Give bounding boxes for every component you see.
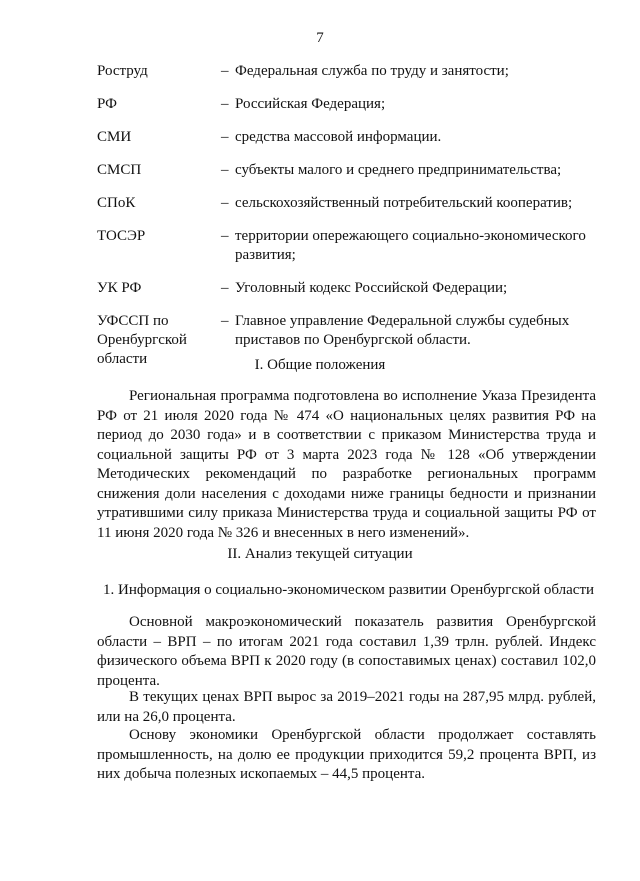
abbreviation-row (97, 194, 617, 213)
abbreviation-term: СПоК (97, 195, 136, 211)
abbreviation-definition: сельскохозяйственный потребительский кооператив; (235, 195, 573, 211)
abbreviation-term: Роструд (97, 63, 148, 79)
abbreviation-dash: – (221, 280, 229, 296)
abbreviation-dash: – (221, 313, 229, 329)
abbreviation-definition: Федеральная служба по труду и занятости; (235, 63, 509, 79)
abbreviation-definition: Российская Федерация; (235, 96, 386, 112)
body-paragraph: В текущих ценах ВРП вырос за 2019–2021 годы на 287,95 млрд. рублей, или на 26,0 процента. (97, 689, 596, 725)
abbreviation-row (97, 227, 617, 265)
abbreviation-term: СМИ (97, 129, 132, 145)
abbreviation-definition: Уголовный кодекс Российской Федерации; (235, 280, 508, 296)
section-heading: II. Анализ текущей ситуации (227, 546, 413, 562)
abbreviation-dash: – (221, 228, 229, 244)
body-paragraph: Основу экономики Оренбургской области продолжает составлять промышленность, на долю ее продукции приходится 59,2 процента ВРП, из них добыча полезных ископаемых – 44,5 процента. (97, 727, 596, 782)
abbreviation-term: УК РФ (97, 280, 142, 296)
abbreviation-row (97, 128, 617, 147)
abbreviation-definition: Главное управление Федеральной службы судебных приставов по Оренбургской области. (235, 313, 570, 348)
abbreviation-row (97, 279, 617, 298)
section-heading: I. Общие положения (254, 357, 386, 373)
abbreviation-row (97, 62, 617, 81)
page-number: 7 (316, 30, 324, 46)
body-paragraph: Региональная программа подготовлена во исполнение Указа Президента РФ от 21 июля 2020 года № 474 «О национальных целях развития РФ на период до 2030 года» и в соответствии с приказом Министерства труда и социальной защиты РФ от 3 марта 2023 года № 128 «Об утверждении Методических рекомендаций по разработке региональных программ снижения доли населения с доходами ниже границы бедности и признании утратившими силу приказа Министерства труда и социальной защиты РФ от 11 июня 2020 года № 326 и внесенных в него изменений». (97, 388, 596, 541)
abbreviation-term: ТОСЭР (97, 228, 146, 244)
abbreviation-dash: – (221, 162, 229, 178)
abbreviation-term: РФ (97, 96, 117, 112)
abbreviation-term: УФССП по Оренбургской области (97, 313, 187, 367)
abbreviation-row (97, 95, 617, 114)
abbreviation-definition: средства массовой информации. (235, 129, 442, 145)
abbreviation-dash: – (221, 129, 229, 145)
abbreviation-term: СМСП (97, 162, 142, 178)
body-paragraph: Основной макроэкономический показатель развития Оренбургской области – ВРП – по итогам 2021 года составил 1,39 трлн. рублей. Индекс физического объема ВРП к 2020 году (в сопоставимых ценах) составил 102,0 процента. (97, 614, 596, 689)
subsection-heading: 1. Информация о социально-экономическом развитии Оренбургской области (103, 582, 595, 598)
abbreviation-dash: – (221, 63, 229, 79)
abbreviation-row (97, 161, 617, 180)
abbreviation-definition: субъекты малого и среднего предпринимательства; (235, 162, 562, 178)
abbreviation-definition: территории опережающего социально-экономического развития; (235, 228, 586, 263)
abbreviation-dash: – (221, 96, 229, 112)
abbreviation-dash: – (221, 195, 229, 211)
abbreviation-list (97, 62, 617, 383)
